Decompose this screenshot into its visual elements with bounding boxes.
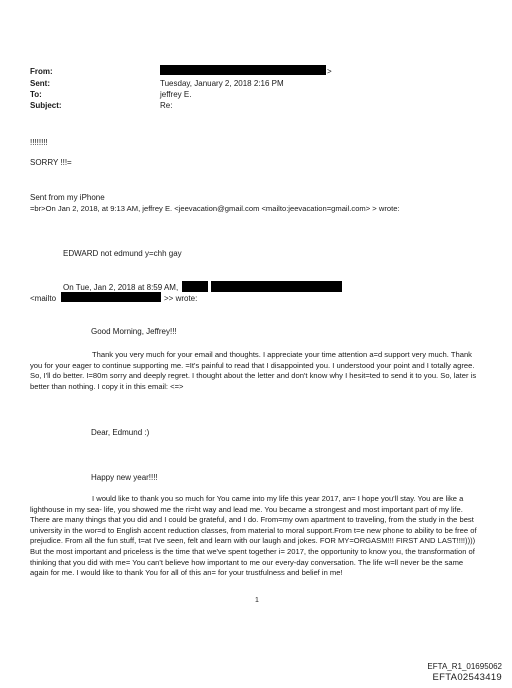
happy-new-year-line: Happy new year!!!! bbox=[91, 473, 158, 482]
redaction-sender-2 bbox=[211, 281, 342, 292]
redaction-from bbox=[160, 65, 326, 75]
quote-line: =br>On Jan 2, 2018, at 9:13 AM, jeffrey E. <jeevacation@gmail.com <mailto:jeevacation=gmail.com> > wrote: bbox=[30, 204, 400, 213]
subject-value: Re: bbox=[160, 101, 173, 110]
page-number: 1 bbox=[255, 597, 259, 604]
to-label: To: bbox=[30, 90, 42, 99]
sorry-line: SORRY !!!= bbox=[30, 158, 72, 167]
greeting-line: Good Morning, Jeffrey!!! bbox=[91, 327, 177, 336]
from-suffix: > bbox=[327, 67, 332, 76]
mailto-prefix: <mailto bbox=[30, 294, 57, 303]
paragraph-2: I would like to thank you so much for You came into my life this year 2017, an= I hope you'll stay. You are like a lighthouse in my sea- life, you showed me the ri=ht way and lead me. You became a strongest and most important part of my life. There are many things that you did and I could be grateful, and I do. From=my own apartment to traveling, from the study in the best university in the wor=d to English accent reduction classes, from material to moral support.From t=e new phone to ability to be free of prejudice. From all the fun stuff, t=at I've seen, felt and learn with our laugh and jokes. FOR MY=ORGASM!!! FIRST AND LAST!!!!)))) But the most important and priceless is the time that we've spent together i= 2017, the opportunity to know you, the transformation of thinking that you did with me= You can't believe how important to me our every-day conversation. The life w=ll never be the same again for me. I would like to thank You for all of this an= for your trustfulness and belief in me! bbox=[30, 494, 477, 578]
sent-from-line: Sent from my iPhone bbox=[30, 193, 105, 202]
on-tue-line: On Tue, Jan 2, 2018 at 8:59 AM, bbox=[63, 283, 179, 292]
redaction-mailto bbox=[61, 292, 161, 302]
sent-value: Tuesday, January 2, 2018 2:16 PM bbox=[160, 79, 284, 88]
redaction-sender-1 bbox=[182, 281, 208, 292]
exclaim-line: !!!!!!!! bbox=[30, 138, 48, 147]
edward-line: EDWARD not edmund y=chh gay bbox=[63, 249, 182, 258]
paragraph-1: Thank you very much for your email and thoughts. I appreciate your time attention a=d support very much. Thank you for your eager to continue supporting me. =It's painful to read that I disappointed you. I understood your point and I totally agree. So, I'll do better. I=80m sorry and deeply regret. I thought about the letter and don't know why I hesit=ted to send it to you. So, later is better than nothing. I copy it in this email: <=> bbox=[30, 350, 477, 391]
sent-label: Sent: bbox=[30, 79, 50, 88]
to-value: jeffrey E. bbox=[160, 90, 192, 99]
from-label: From: bbox=[30, 67, 53, 76]
footer-code-1: EFTA_R1_01695062 bbox=[427, 662, 502, 671]
footer-code-2: EFTA02543419 bbox=[432, 672, 502, 683]
wrote-line: >> wrote: bbox=[164, 294, 198, 303]
dear-line: Dear, Edmund :) bbox=[91, 428, 150, 437]
subject-label: Subject: bbox=[30, 101, 62, 110]
